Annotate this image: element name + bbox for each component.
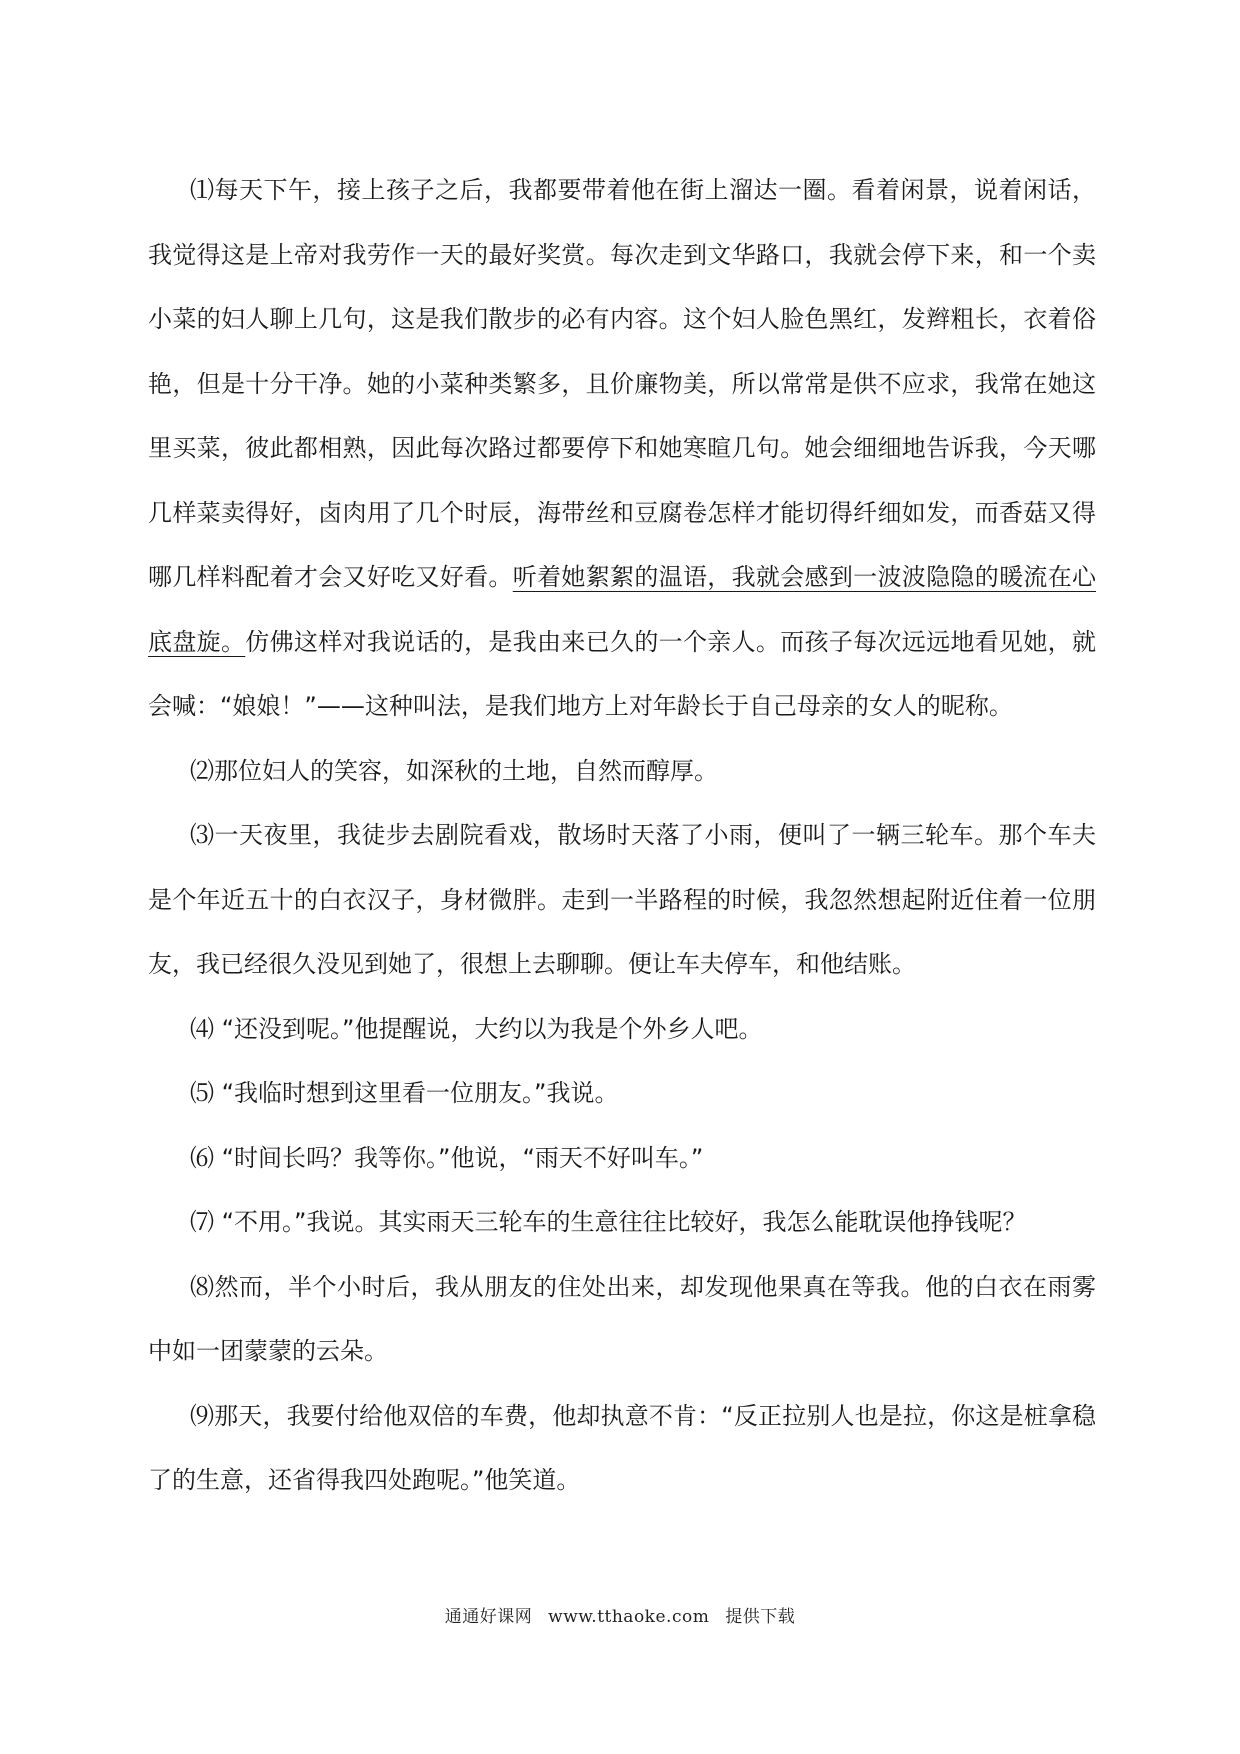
footer-url[interactable]: www.tthaoke.com [548, 1607, 710, 1627]
footer-site-name: 通通好课网 [444, 1607, 533, 1627]
paragraph-1-text-after: 仿佛这样对我说话的，是我由来已久的一个亲人。而孩子每次远远地看见她，就会喊：“娘娘！”——这种叫法，是我们地方上对年龄长于自己母亲的女人的昵称。 [148, 627, 1096, 720]
paragraph-9: ⑼那天，我要付给他双倍的车费，他却执意不肯：“反正拉别人也是拉，你这是桩拿稳了的生意，还省得我四处跑呢。”他笑道。 [148, 1401, 1096, 1494]
paragraph-6: ⑹ “时间长吗？我等你。”他说，“雨天不好叫车。” [190, 1143, 704, 1172]
paragraph-1 [148, 158, 1096, 739]
paragraph-1-text: ⑴每天下午，接上孩子之后，我都要带着他在街上溜达一圈。看着闲景，说着闲话，我觉得这是上帝对我劳作一天的最好奖赏。每次走到文华路口，我就会停下来，和一个卖小菜的妇人聊上几句，这是我们散步的必有内容。这个妇人脸色黑红，发辫粗长，衣着俗艳，但是十分干净。她的小菜种类繁多，且价廉物美，所以常常是供不应求，我常在她这里买菜，彼此都相熟，因此每次路过都要停下和她寒暄几句。她会细细地告诉我，今天哪几样菜卖得好，卤肉用了几个时辰，海带丝和豆腐卷怎样才能切得纤细如发，而香菇又得哪几样料配着才会又好吃又好看。 [148, 176, 1096, 591]
paragraph-4: ⑷ “还没到呢。”他提醒说，大约以为我是个外乡人吧。 [190, 1014, 763, 1043]
paragraph-7: ⑺ “不用。”我说。其实雨天三轮车的生意往往比较好，我怎么能耽误他挣钱呢？ [190, 1208, 1027, 1236]
article-body [148, 158, 1096, 1513]
page-footer [0, 1602, 1240, 1627]
paragraph-2: ⑵那位妇人的笑容，如深秋的土地，自然而醇厚。 [190, 756, 718, 785]
paragraph-5: ⑸ “我临时想到这里看一位朋友。”我说。 [190, 1079, 619, 1107]
underlined-sentence: 听着她絮絮的温语，我就会感到一波波隐隐的暖流在心底盘旋。 [148, 563, 1097, 656]
paragraph-8: ⑻然而，半个小时后，我从朋友的住处出来，却发现他果真在等我。他的白衣在雨雾中如一团蒙蒙的云朵。 [148, 1272, 1096, 1365]
paragraph-3: ⑶一天夜里，我徒步去剧院看戏，散场时天落了小雨，便叫了一辆三轮车。那个车夫是个年近五十的白衣汉子，身材微胖。走到一半路程的时候，我忽然想起附近住着一位朋友，我已经很久没见到她了，很想上去聊聊。便让车夫停车，和他结账。 [148, 821, 1096, 978]
footer-note: 提供下载 [725, 1607, 796, 1627]
